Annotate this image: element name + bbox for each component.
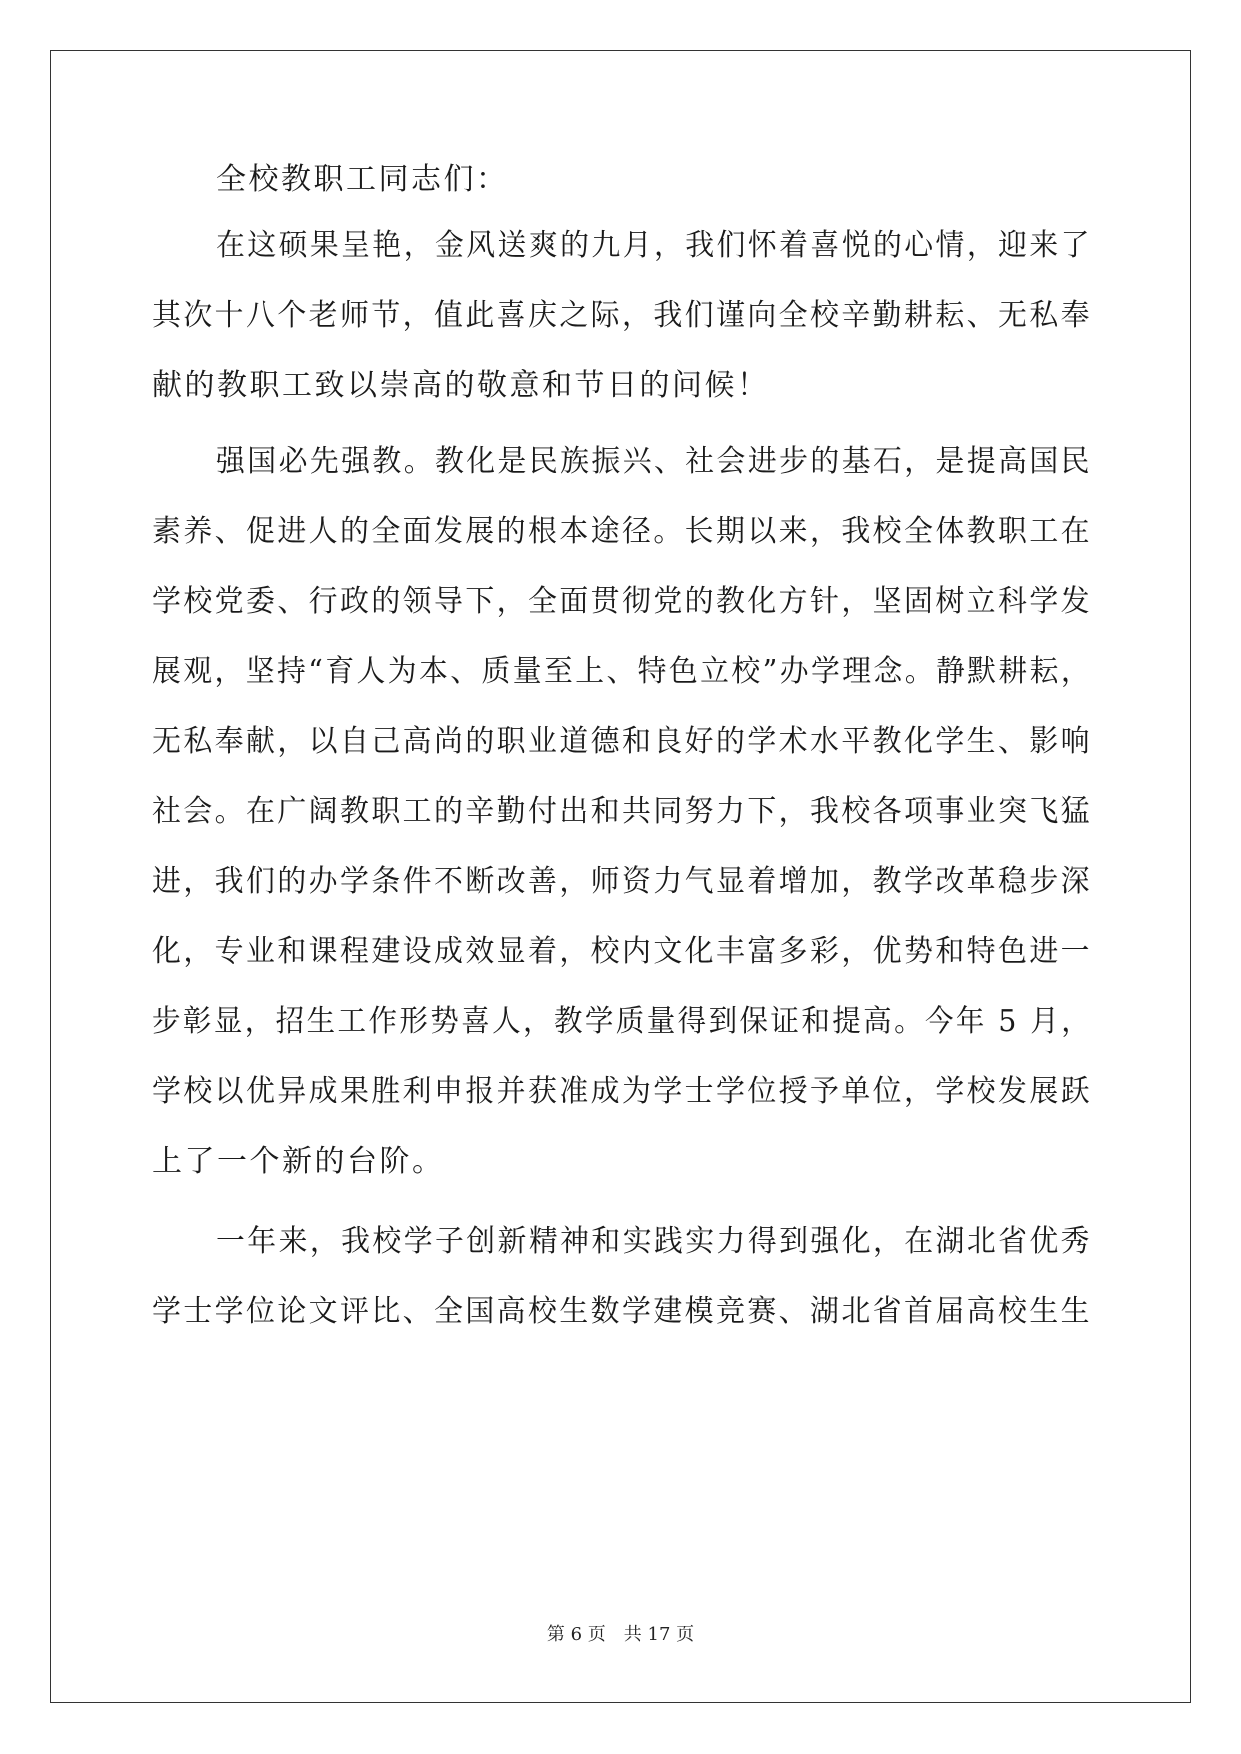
text-line: 学校党委、行政的领导下，全面贯彻党的教化方针，坚固树立科学发 (152, 584, 1092, 619)
text-line: 上了一个新的台阶。 (152, 1144, 445, 1179)
text-line: 展观，坚持“育人为本、质量至上、特色立校”办学理念。静默耕耘， (152, 654, 1093, 689)
text-line: 学校以优异成果胜利申报并获准成为学士学位授予单位，学校发展跃 (152, 1074, 1092, 1109)
text-line: 进，我们的办学条件不断改善，师资力气显着增加，教学改革稳步深 (152, 864, 1092, 899)
text-line: 素养、促进人的全面发展的根本途径。长期以来，我校全体教职工在 (152, 514, 1092, 549)
text-line: 其次十八个老师节，值此喜庆之际，我们谨向全校辛勤耕耘、无私奉 (152, 298, 1092, 333)
text-line: 化，专业和课程建设成效显着，校内文化丰富多彩，优势和特色进一 (152, 934, 1092, 969)
text-line: 步彰显，招生工作形势喜人，教学质量得到保证和提高。今年 5 月， (152, 1004, 1093, 1039)
text-line: 社会。在广阔教职工的辛勤付出和共同努力下，我校各项事业突飞猛 (152, 794, 1092, 829)
text-line: 一年来，我校学子创新精神和实践实力得到强化，在湖北省优秀 (216, 1224, 1092, 1259)
page-number-footer: 第 6 页 共 17 页 (546, 1624, 695, 1645)
salutation-line: 全校教职工同志们： (216, 162, 509, 197)
text-line: 在这硕果呈艳，金风送爽的九月，我们怀着喜悦的心情，迎来了 (216, 228, 1092, 263)
text-line: 无私奉献，以自己高尚的职业道德和良好的学术水平教化学生、影响 (152, 724, 1092, 759)
text-line: 献的教职工致以崇高的敬意和节日的问候！ (152, 368, 770, 403)
text-line: 强国必先强教。教化是民族振兴、社会进步的基石，是提高国民 (216, 444, 1092, 479)
text-line: 学士学位论文评比、全国高校生数学建模竞赛、湖北省首届高校生生 (152, 1294, 1092, 1329)
